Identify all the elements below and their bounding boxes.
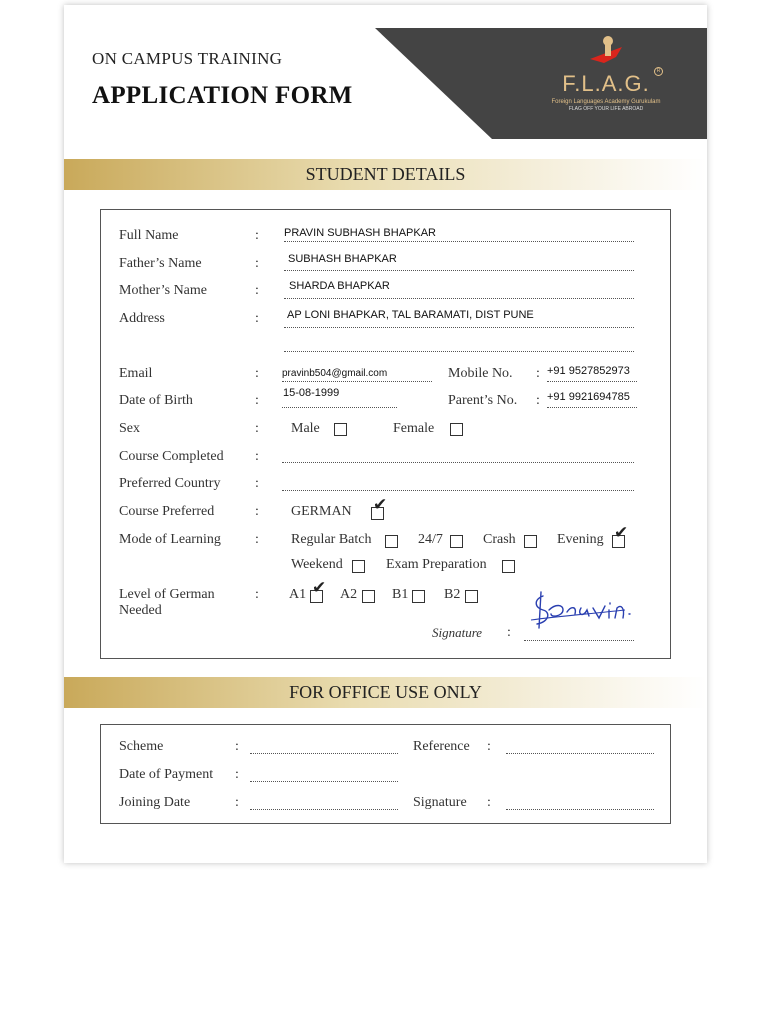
- b2-checkbox[interactable]: [465, 590, 478, 603]
- colon: :: [255, 504, 259, 519]
- address-line-2: [284, 351, 634, 352]
- option-german: GERMAN: [291, 504, 352, 519]
- signature-line[interactable]: [524, 640, 634, 641]
- reference-line[interactable]: [506, 753, 654, 754]
- label-level-line1: Level of German: [119, 587, 215, 602]
- label-sex: Sex: [119, 421, 140, 436]
- colon: :: [507, 625, 511, 640]
- colon: :: [255, 532, 259, 547]
- dob-line: [282, 407, 397, 408]
- colon: :: [255, 421, 259, 436]
- application-sheet: [64, 5, 707, 863]
- check-mark-icon: ✔: [373, 495, 388, 515]
- father-name-line: [284, 270, 634, 271]
- logo-tagline: Foreign Languages Academy Gurukulam: [551, 99, 661, 105]
- exam-preparation-checkbox[interactable]: [502, 560, 515, 573]
- regular-batch-checkbox[interactable]: [385, 535, 398, 548]
- label-level-line2: Needed: [119, 603, 162, 618]
- colon: :: [255, 311, 259, 326]
- date-of-payment-line[interactable]: [250, 781, 398, 782]
- option-exam-preparation: Exam Preparation: [386, 557, 487, 572]
- label-scheme: Scheme: [119, 739, 164, 754]
- colon: :: [536, 393, 540, 408]
- handwritten-signature: [529, 590, 639, 632]
- preferred-country-line[interactable]: [282, 490, 634, 491]
- colon: :: [255, 283, 259, 298]
- label-parent-no: Parent’s No.: [448, 393, 518, 408]
- office-use-heading: FOR OFFICE USE ONLY: [289, 682, 482, 702]
- colon: :: [255, 256, 259, 271]
- option-female: Female: [393, 421, 435, 436]
- label-preferred-country: Preferred Country: [119, 476, 221, 491]
- label-address: Address: [119, 311, 165, 326]
- colon: :: [235, 795, 239, 810]
- form-title: APPLICATION FORM: [92, 82, 353, 109]
- label-full-name: Full Name: [119, 228, 179, 243]
- label-mother-name: Mother’s Name: [119, 283, 207, 298]
- check-mark-icon: ✔: [614, 523, 629, 543]
- label-reference: Reference: [413, 739, 470, 754]
- colon: :: [235, 739, 239, 754]
- option-evening: Evening: [557, 532, 604, 547]
- option-regular-batch: Regular Batch: [291, 532, 372, 547]
- flag-logo-icon: [586, 33, 626, 69]
- student-details-band: [64, 159, 707, 190]
- male-checkbox[interactable]: [334, 423, 347, 436]
- logo-wordmark: F.L.A.G.: [562, 71, 650, 96]
- course-completed-line[interactable]: [282, 462, 634, 463]
- b1-checkbox[interactable]: [412, 590, 425, 603]
- option-24-7: 24/7: [418, 532, 443, 547]
- option-weekend: Weekend: [291, 557, 343, 572]
- colon: :: [255, 476, 259, 491]
- logo-motto: FLAG OFF YOUR LIFE ABROAD: [568, 106, 644, 112]
- colon: :: [255, 366, 259, 381]
- address-line-1: [284, 327, 634, 328]
- option-b1: B1: [392, 587, 409, 602]
- colon: :: [255, 228, 259, 243]
- check-mark-icon: ✔: [312, 578, 327, 598]
- label-course-preferred: Course Preferred: [119, 504, 215, 519]
- twentyfour-seven-checkbox[interactable]: [450, 535, 463, 548]
- colon: :: [255, 393, 259, 408]
- colon: :: [255, 449, 259, 464]
- option-crash: Crash: [483, 532, 516, 547]
- header-top-strip: [64, 5, 707, 28]
- crash-checkbox[interactable]: [524, 535, 537, 548]
- mobile-line: [547, 381, 637, 382]
- label-course-completed: Course Completed: [119, 449, 224, 464]
- label-dob: Date of Birth: [119, 393, 193, 408]
- colon: :: [536, 366, 540, 381]
- parent-no-line: [547, 407, 637, 408]
- student-details-box: [100, 209, 671, 659]
- colon: :: [487, 795, 491, 810]
- colon: :: [487, 739, 491, 754]
- form-subtitle: ON CAMPUS TRAINING: [92, 49, 283, 68]
- label-joining-date: Joining Date: [119, 795, 191, 810]
- option-a1: A1: [289, 587, 307, 602]
- label-email: Email: [119, 366, 153, 381]
- mother-name-line: [284, 298, 634, 299]
- value-address[interactable]: AP LONI BHAPKAR, TAL BARAMATI, DIST PUNE: [287, 309, 534, 321]
- office-use-band: [64, 677, 707, 708]
- option-b2: B2: [444, 587, 461, 602]
- weekend-checkbox[interactable]: [352, 560, 365, 573]
- value-mother-name[interactable]: SHARDA BHAPKAR: [289, 280, 390, 292]
- label-date-of-payment: Date of Payment: [119, 767, 214, 782]
- value-father-name[interactable]: SUBHASH BHAPKAR: [288, 253, 397, 265]
- female-checkbox[interactable]: [450, 423, 463, 436]
- colon: :: [255, 587, 259, 602]
- value-email[interactable]: pravinb504@gmail.com: [282, 368, 388, 379]
- value-parent-no[interactable]: +91 9921694785: [547, 391, 630, 403]
- label-father-name: Father’s Name: [119, 256, 202, 271]
- signature-label: Signature: [432, 625, 483, 640]
- office-signature-line[interactable]: [506, 809, 654, 810]
- option-male: Male: [291, 421, 320, 436]
- label-mobile: Mobile No.: [448, 366, 513, 381]
- label-office-signature: Signature: [413, 795, 467, 810]
- a2-checkbox[interactable]: [362, 590, 375, 603]
- email-line: [282, 381, 432, 382]
- registered-mark: R: [654, 67, 663, 76]
- office-use-box: [100, 724, 671, 824]
- value-full-name[interactable]: PRAVIN SUBHASH BHAPKAR: [284, 227, 437, 239]
- value-mobile[interactable]: +91 9527852973: [547, 365, 630, 377]
- label-mode-of-learning: Mode of Learning: [119, 532, 221, 547]
- option-a2: A2: [340, 587, 358, 602]
- full-name-line: [284, 241, 634, 242]
- value-dob[interactable]: 15-08-1999: [283, 387, 340, 399]
- scheme-line[interactable]: [250, 753, 398, 754]
- flag-logo: [526, 33, 686, 125]
- joining-date-line[interactable]: [250, 809, 398, 810]
- colon: :: [235, 767, 239, 782]
- student-details-heading: STUDENT DETAILS: [305, 164, 466, 184]
